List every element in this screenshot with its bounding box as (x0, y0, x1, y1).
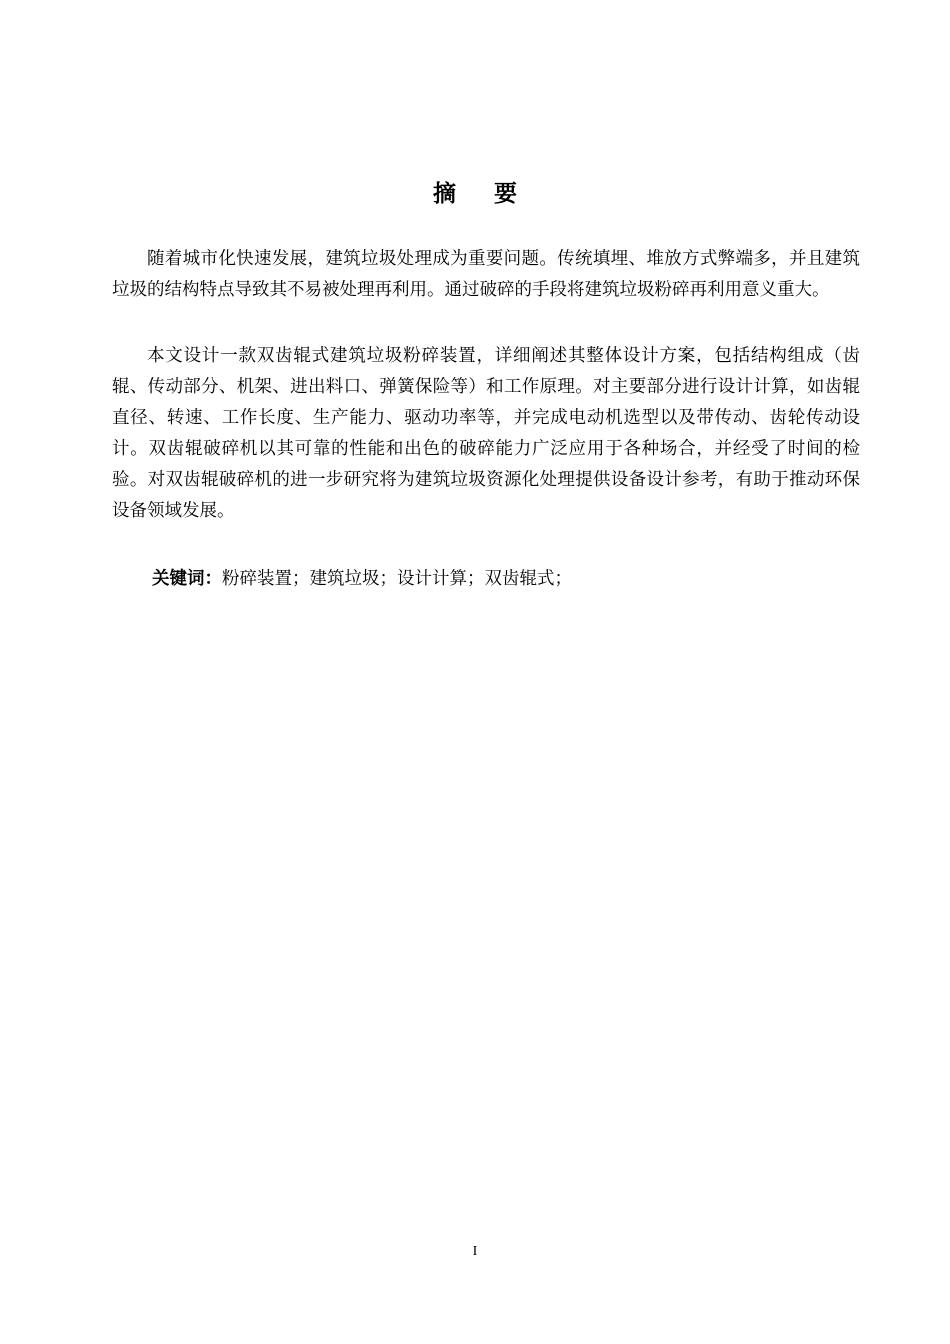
page-title: 摘要 (433, 181, 555, 207)
keywords-label: 关键词： (152, 569, 222, 589)
keywords-line (152, 564, 860, 595)
page-number: I (472, 1244, 478, 1259)
abstract-paragraph-1 (112, 244, 860, 306)
keywords-text: 粉碎装置；建筑垃圾；设计计算；双齿辊式； (222, 569, 572, 589)
abstract-paragraph-2 (112, 341, 860, 527)
paragraph-text: 随着城市化快速发展，建筑垃圾处理成为重要问题。传统填埋、堆放方式弊端多，并且建筑垃圾的结构特点导致其不易被处理再利用。通过破碎的手段将建筑垃圾粉碎再利用意义重大。 (112, 249, 860, 300)
paragraph-text: 本文设计一款双齿辊式建筑垃圾粉碎装置，详细阐述其整体设计方案，包括结构组成（齿辊、传动部分、机架、进出料口、弹簧保险等）和工作原理。对主要部分进行设计计算，如齿辊直径、转速、工作长度、生产能力、驱动功率等，并完成电动机选型以及带传动、齿轮传动设计。双齿辊破碎机以其可靠的性能和出色的破碎能力广泛应用于各种场合，并经受了时间的检验。对双齿辊破碎机的进一步研究将为建筑垃圾资源化处理提供设备设计参考，有助于推动环保设备领域发展。 (112, 346, 860, 521)
